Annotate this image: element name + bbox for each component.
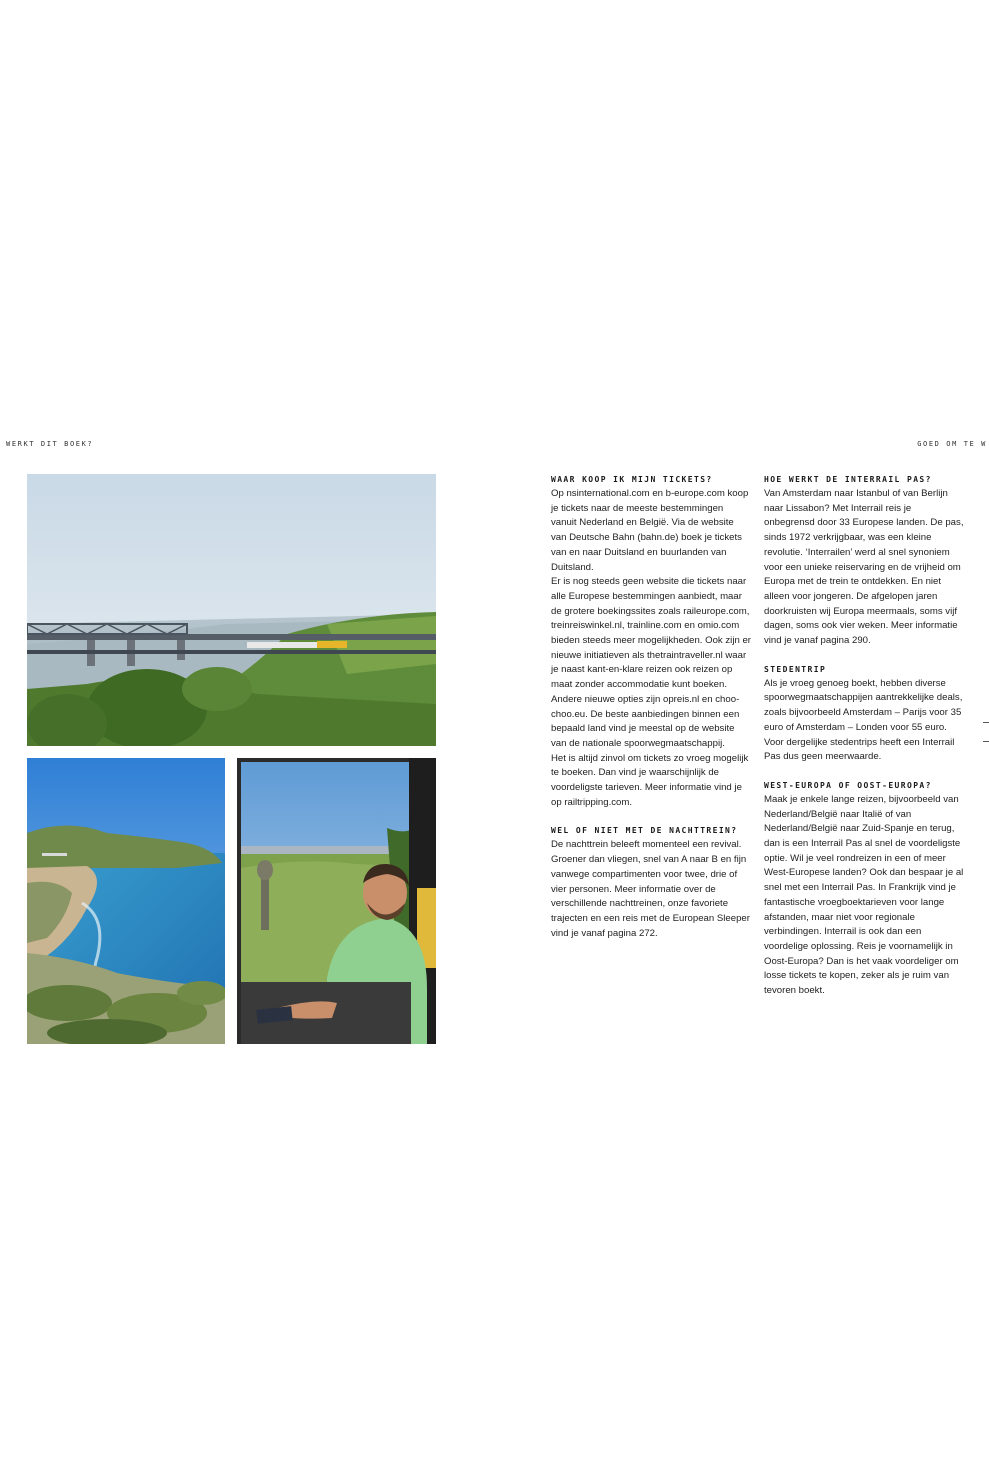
night-train-paragraph: De nachttrein beleeft momenteel een revival. Groener dan vliegen, snel van A naar B en fijn vanwege compartimenten voor twee, drie of vier personen. Meer informatie over de verschillende nachttreinen, onze favoriete trajecten en een reis met de European Sleeper vind je vanaf pagina 272.: [551, 839, 750, 939]
running-head-left: WERKT DIT BOEK?: [6, 440, 94, 448]
text-column-left: [551, 473, 751, 941]
edge-mark: [983, 741, 989, 742]
bridge-photo-illustration: [27, 474, 436, 746]
tickets-paragraph-1: Op nsinternational.com en b-europe.com koop je tickets naar de meeste bestemmingen vanuit Nederland en België. Via de website van Deutsche Bahn (bahn.de) boek je tickets van en naar Duitsland en buurlanden van Duitsland.: [551, 488, 749, 573]
tickets-paragraph-3: Het is altijd zinvol om tickets zo vroeg mogelijk te boeken. Dan vind je waarschijnlijk de voordeligste tarieven. Meer informatie vind je op railtripping.com.: [551, 752, 749, 808]
heading-tickets: WAAR KOOP IK MIJN TICKETS?: [551, 475, 713, 484]
heading-citytrip: STEDENTRIP: [764, 664, 827, 674]
photo-train-window: [237, 758, 436, 1044]
page-edge-marks: [983, 722, 989, 760]
photo-bridge: [27, 474, 436, 746]
citytrip-paragraph: Als je vroeg genoeg boekt, hebben diverse spoorwegmaatschappijen aantrekkelijke deals, zoals bijvoorbeeld Amsterdam – Parijs voor 35 euro of Amsterdam – Londen voor 55 euro. Voor dergelijke stedentrips heeft een Interrail Pas dus geen meerwaarde.: [764, 677, 963, 763]
train-photo-illustration: [237, 758, 436, 1044]
west-east-paragraph: Maak je enkele lange reizen, bijvoorbeeld van Nederland/België naar Italië of van Nederland/België naar Zuid-Spanje en terug, dan is een Interrail Pas al snel de voordeligste optie. Wil je veel rondreizen in een of meer West-Europese landen? Ook dan bespaar je al snel met een Interrail Pas. In Frankrijk vind je fantastische vroegboektarieven voor lange afstanden, maar niet voor regionale verbindingen. Interrail is ook dan een voordelige oplossing. Reis je voornamelijk in Oost-Europa? Dan is het vaak voordeliger om losse tickets te kopen, zeker als je ruim van tevoren boekt.: [764, 793, 964, 997]
running-head-right: GOED OM TE W: [917, 440, 987, 448]
coast-photo-illustration: [27, 758, 225, 1044]
heading-interrail: HOE WERKT DE INTERRAIL PAS?: [764, 475, 932, 484]
interrail-paragraph: Van Amsterdam naar Istanbul of van Berlijn naar Lissabon? Met Interrail reis je onbegrensd door 33 Europese landen. De pas, sinds 1972 verkrijgbaar, was een kleine revolutie. ‘Interrailen’ werd al snel synoniem voor een unieke reiservaring en de vrijheid om Europa met de trein te ontdekken. En niet alleen voor jongeren. De afgelopen jaren doorkruisten wij Europa meermaals, soms vijf dagen, soms ook vier weken. Meer informatie vind je vanaf pagina 290.: [764, 488, 964, 647]
edge-mark: [983, 722, 989, 723]
text-column-right: [764, 473, 964, 999]
heading-west-east: WEST-EUROPA OF OOST-EUROPA?: [764, 780, 932, 790]
photo-coast: [27, 758, 225, 1044]
tickets-paragraph-2: Er is nog steeds geen website die tickets naar alle Europese bestemmingen aanbiedt, maar de grotere boekingssites zoals raileurope.com, treinreiswinkel.nl, trainline.com en omio.com bieden steeds meer mogelijkheden. Ook zijn er nieuwe initiatieven als thetraintraveller.nl waar je naast kant-en-klare reizen ook reizen op maat zonder accommodatie kunt boeken. Andere nieuwe opties zijn opreis.nl en choo-choo.eu. De beste aanbiedingen binnen een bepaald land vind je meestal op de website van de nationale spoorwegmaatschappij.: [551, 576, 751, 749]
heading-night-train: WEL OF NIET MET DE NACHTTREIN?: [551, 826, 738, 836]
